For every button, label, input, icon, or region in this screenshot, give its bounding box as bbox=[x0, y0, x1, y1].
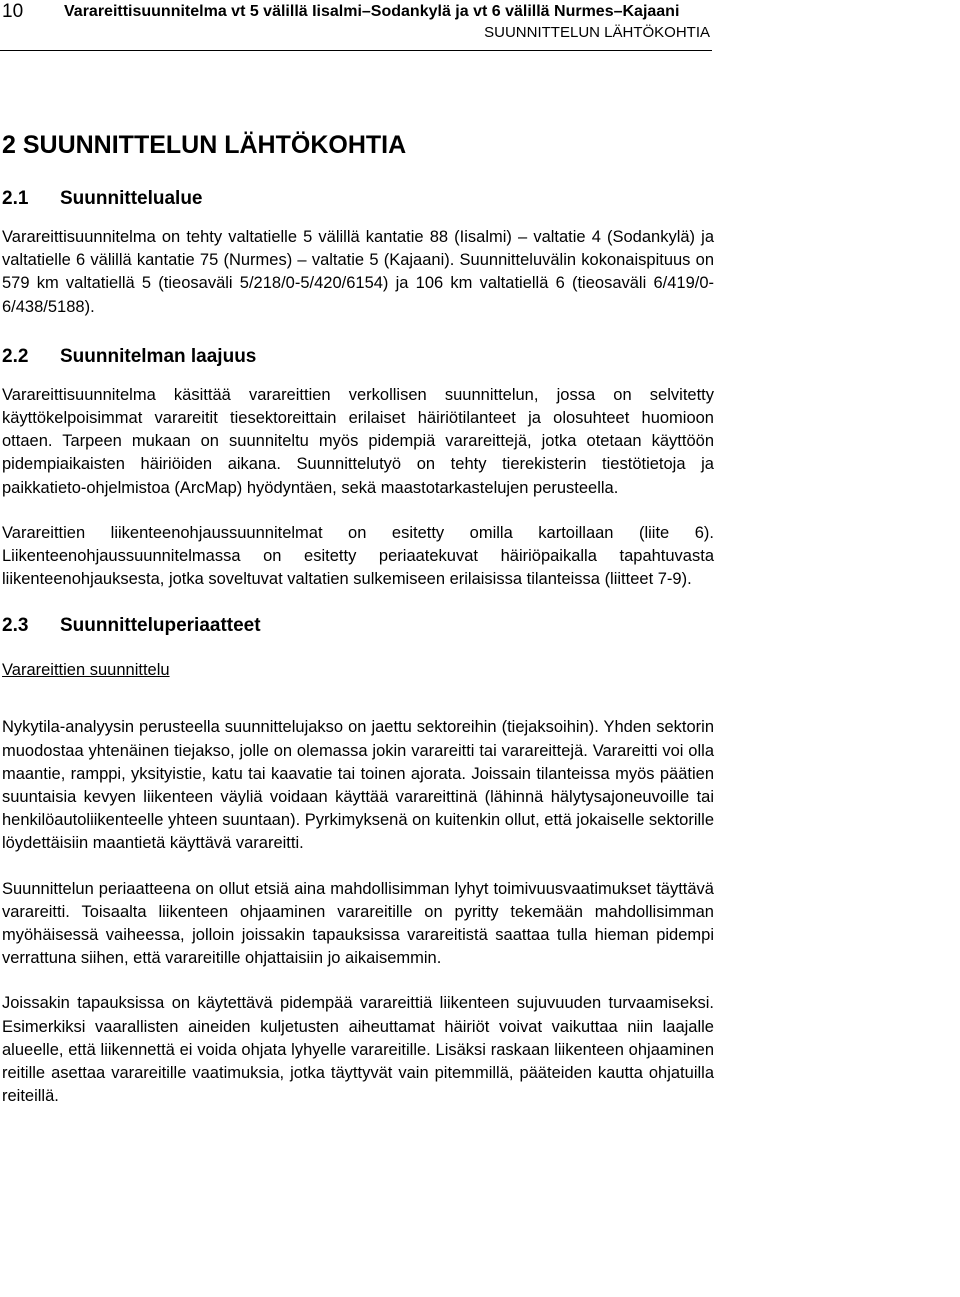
subheading: Varareittien suunnittelu bbox=[2, 661, 170, 680]
section-title: Suunnitteluperiaatteet bbox=[60, 615, 261, 637]
paragraph: Nykytila-analyysin perusteella suunnittelujakso on jaettu sektoreihin (tiejaksoihin). Yhden sektorin muodostaa yhtenäinen tiejakso, jolle on olemassa jokin varareitti tai varareittejä. Varareitti voi olla maantie, ramppi, yksityistie, katu tai kaavatie tai toinen ajorata. Joissain tilanteissa myös päätien suuntaisia kevyen liikenteen väyliä voidaan käyttää varareittinä (lähinnä hälytysajoneuvoille tai henkilöautoliikenteelle yhteen suuntaan). Pyrkimyksenä on kuitenkin ollut, että jokaiselle sektorille löydettäisiin maantietä käyttävä varareitti. bbox=[2, 718, 714, 853]
section-title: Suunnitelman laajuus bbox=[60, 345, 257, 367]
running-title: Varareittisuunnitelma vt 5 välillä Iisalmi–Sodankylä ja vt 6 välillä Nurmes–Kajaani bbox=[64, 3, 680, 20]
paragraph: Varareittien liikenteenohjaussuunnitelmat on esitetty omilla kartoillaan (liite 6). Liikenteenohjaussuunnitelmassa on esitetty periaatekuvat häiriöpaikalla tapahtuvasta liikenteenohjauksesta, jotka soveltuvat valtatien sulkemiseen erilaisissa tilanteissa (liitteet 7-9). bbox=[2, 523, 714, 589]
section-title: Suunnittelualue bbox=[60, 188, 203, 209]
paragraph: Joissakin tapauksissa on käytettävä pidempää varareittiä liikenteen sujuvuuden turvaamiseksi. Esimerkiksi vaarallisten aineiden kuljetusten aiheuttamat häiriöt voivat vaikuttaa niin laajalle alueelle, että liikennettä ei voida ohjata lyhyelle varareitille. Lisäksi raskaan liikenteen ohjaaminen reitille asettaa varareitille vaatimuksia, jotka täyttyvät vain pitemmillä, pääteiden kautta ohjatuilla reiteillä. bbox=[2, 994, 714, 1106]
running-section: SUUNNITTELUN LÄHTÖKOHTIA bbox=[484, 24, 710, 41]
page-header bbox=[0, 0, 960, 54]
section-number: 2.3 bbox=[2, 615, 29, 637]
paragraph: Suunnittelun periaatteena on ollut etsiä aina mahdollisimman lyhyt toimivuusvaatimukset täyttävä varareitti. Toisaalta liikenteen ohjaaminen varareitille on pyritty tekemään mahdollisimman myöhäisessä vaiheessa, jolloin joissakin tapauksissa varareitistä saattaa tulla hieman pidempi verrattuna siihen, että varareitille ohjattaisiin jo aikaisemmin. bbox=[2, 879, 714, 968]
header-rule bbox=[0, 50, 712, 51]
section-number: 2.2 bbox=[2, 345, 29, 367]
paragraph: Varareittisuunnitelma on tehty valtatielle 5 välillä kantatie 88 (Iisalmi) – valtatie 4 (Sodankylä) ja valtatielle 6 välillä kantatie 75 (Nurmes) – valtatie 5 (Kajaani). Suunnitteluvälin kokonaispituus on 579 km valtatiellä 5 (tieosaväli 5/218/0-5/420/6154) ja 106 km valtatiellä 6 (tieosaväli 6/419/0-6/438/5188). bbox=[2, 228, 714, 316]
section-heading-2-2 bbox=[2, 344, 714, 370]
paragraph: Varareittisuunnitelma käsittää varareittien verkollisen suunnittelun, jossa on selvitetty käyttökelpoisimmat varareitit tiesektoreittain erilaiset häiriötilanteet ja olosuhteet huomioon ottaen. Tarpeen mukaan on suunniteltu myös pidempiä varareittejä, jotka otetaan käyttöön pidempiaikaisten häiriöiden aikana. Suunnittelutyö on tehty tierekisterin tiestötietoja ja paikkatieto-ohjelmistoa (ArcMap) hyödyntäen, sekä maastotarkastelujen perusteella. bbox=[2, 385, 714, 497]
section-heading-2-1 bbox=[2, 186, 714, 212]
page-number: 10 bbox=[2, 1, 24, 22]
page-body bbox=[2, 130, 714, 1130]
section-number: 2.1 bbox=[2, 188, 29, 209]
section-heading-2-3 bbox=[2, 613, 714, 639]
chapter-heading: 2 SUUNNITTELUN LÄHTÖKOHTIA bbox=[2, 131, 407, 159]
